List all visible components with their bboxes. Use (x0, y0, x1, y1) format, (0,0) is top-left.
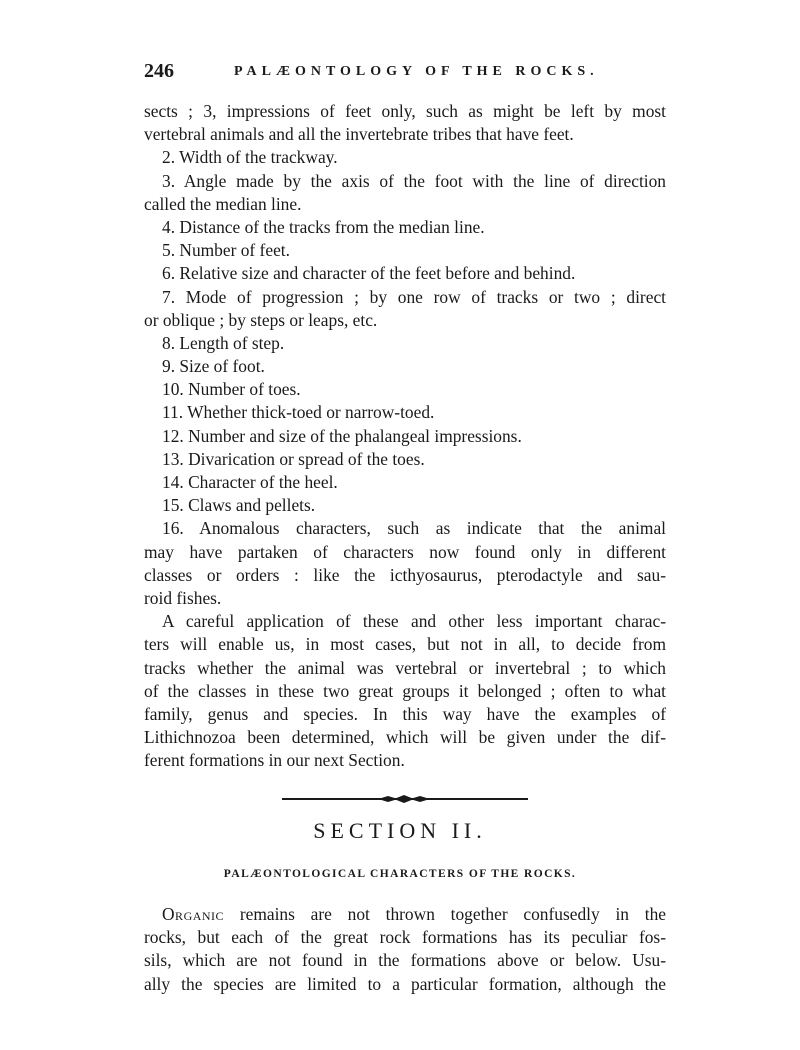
text-line: 11. Whether thick-toed or narrow-toed. (162, 402, 435, 423)
text-line: 12. Number and size of the phalangeal impressions. (162, 425, 522, 446)
text-line: 2. Width of the trackway. (162, 147, 338, 168)
text-line: ters will enable us, in most cases, but not in all, to decide from (144, 634, 666, 655)
text-line: 15. Claws and pellets. (162, 495, 316, 516)
section-body-text (144, 903, 666, 996)
page-number: 246 (144, 60, 174, 82)
drop-word: Organic (162, 904, 225, 924)
ornamental-divider (282, 795, 528, 803)
text-line: or oblique ; by steps or leaps, etc. (144, 309, 378, 330)
section-subheading: PALÆONTOLOGICAL CHARACTERS OF THE ROCKS. (223, 868, 577, 880)
text-line: tracks whether the animal was vertebral or invertebral ; to which (144, 657, 666, 678)
section-text-line: sils, which are not found in the formations above or below. Usu- (144, 950, 666, 971)
section-text-line: ally the species are limited to a particular formation, although the (144, 973, 666, 994)
text-line: 6. Relative size and character of the feet before and behind. (162, 263, 576, 284)
line-remainder: remains are not thrown together confusedly in the (224, 904, 666, 924)
text-line: of the classes in these two great groups it belonged ; often to what (144, 680, 666, 701)
text-line: roid fishes. (144, 587, 222, 608)
text-line: sects ; 3, impressions of feet only, such as might be left by most (144, 101, 666, 121)
running-title: PALÆONTOLOGY OF THE ROCKS. (234, 64, 599, 79)
section-text-line: rocks, but each of the great rock formations has its peculiar fos- (144, 927, 666, 948)
text-line: 5. Number of feet. (162, 240, 290, 261)
section-heading: SECTION II. (313, 818, 487, 843)
text-line: 3. Angle made by the axis of the foot with the line of direction (162, 170, 666, 191)
text-line: 8. Length of step. (162, 332, 285, 353)
text-line: A careful application of these and other less important charac- (162, 611, 666, 632)
text-line: called the median line. (144, 193, 302, 214)
text-line: family, genus and species. In this way have the examples of (144, 703, 666, 724)
text-line: 13. Divarication or spread of the toes. (162, 448, 425, 469)
text-line: 4. Distance of the tracks from the median line. (162, 216, 485, 237)
text-line: 14. Character of the heel. (162, 472, 338, 492)
text-line: may have partaken of characters now found only in different (144, 541, 666, 562)
text-line: ferent formations in our next Section. (144, 750, 405, 771)
running-head (144, 60, 664, 88)
text-line: Lithichnozoa been determined, which will be given under the dif- (144, 727, 666, 748)
text-line: 7. Mode of progression ; by one row of tracks or two ; direct (162, 286, 666, 307)
text-line: vertebral animals and all the invertebrate tribes that have feet. (144, 124, 574, 145)
text-line: 16. Anomalous characters, such as indicate that the animal (162, 518, 666, 539)
section-text-line (144, 903, 666, 926)
text-line: 9. Size of foot. (162, 356, 265, 377)
text-line: classes or orders : like the icthyosaurus, pterodactyle and sau- (144, 564, 666, 585)
text-line: 10. Number of toes. (162, 379, 301, 400)
body-text (144, 100, 666, 772)
